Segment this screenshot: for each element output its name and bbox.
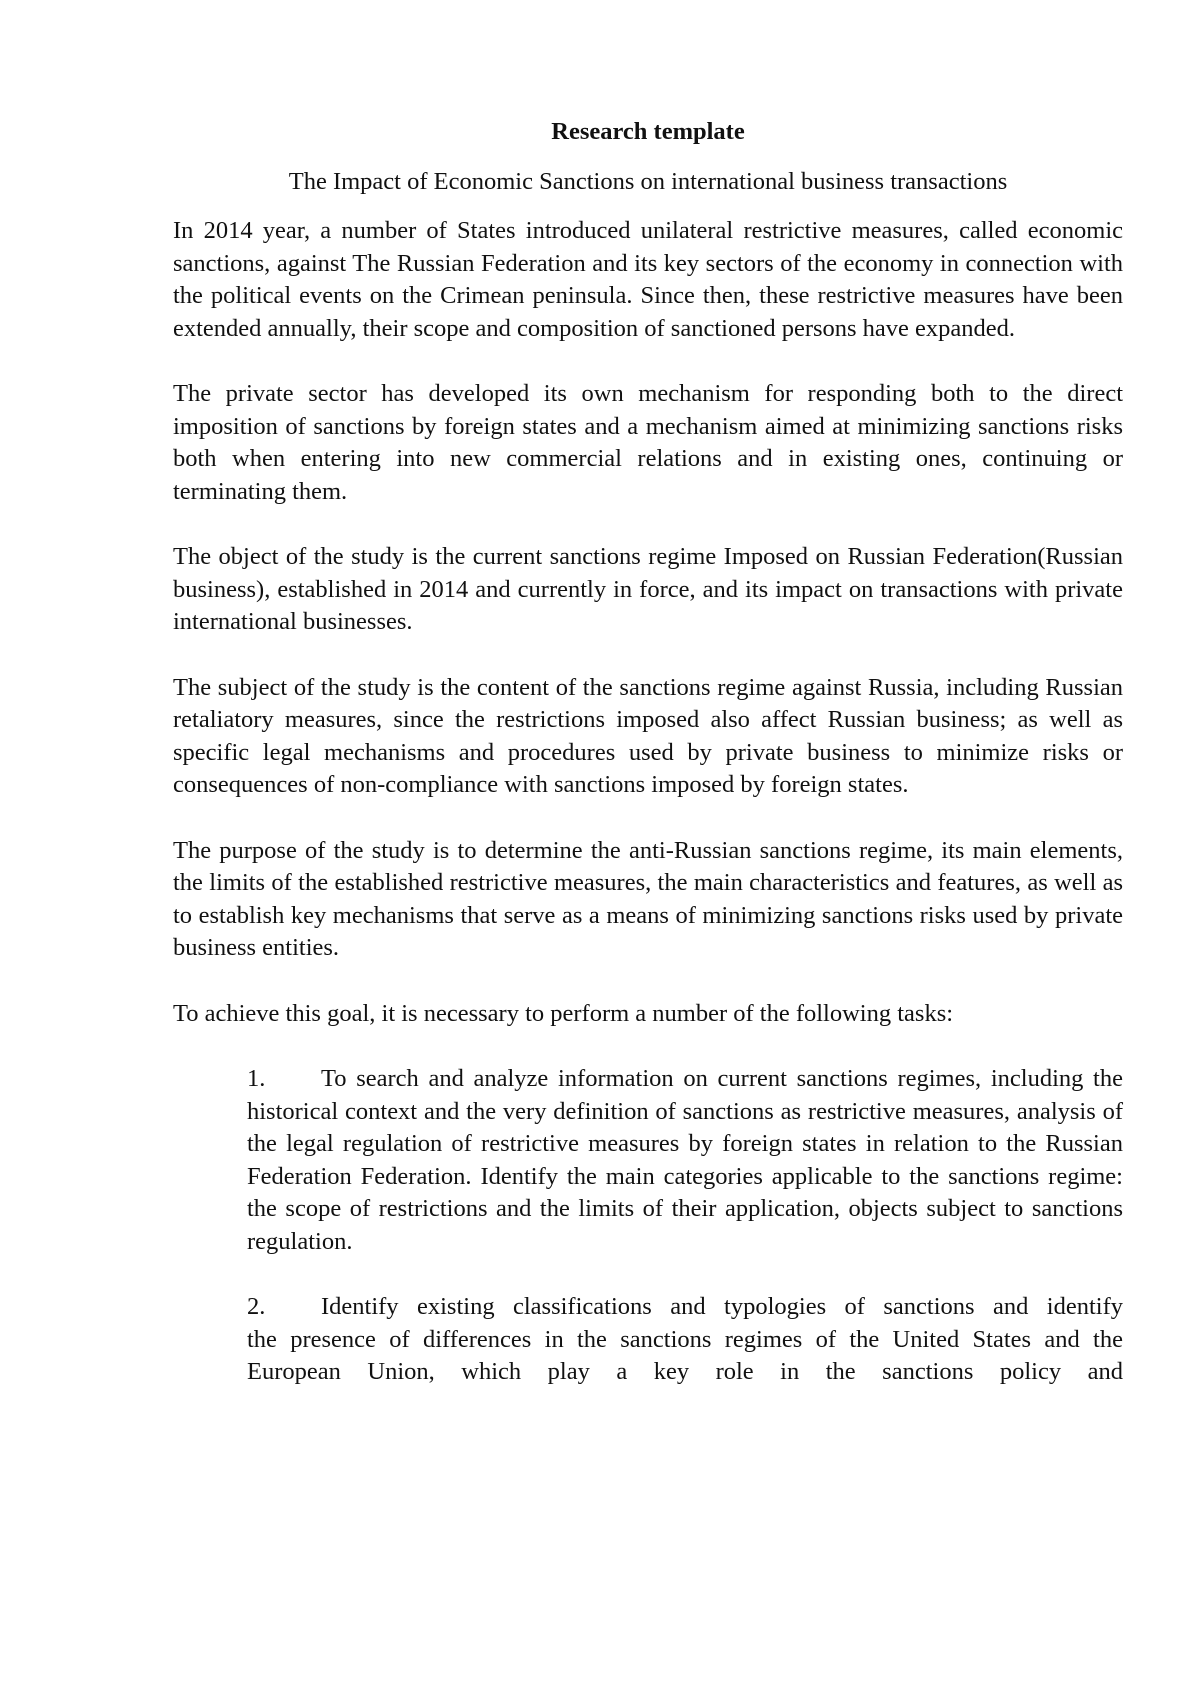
task-item-1 [247,1063,1123,1258]
paragraph-private-sector: The private sector has developed its own mechanism for responding both to the direct imposition of sanctions by foreign states and a mechanism aimed at minimizing sanctions risks both when entering into new commercial relations and in existing ones, continuing or terminating them. [173,380,1123,505]
task-text: Identify existing classifications and typologies of sanctions and identify [321,1293,1123,1320]
task-number: 1. [247,1065,266,1092]
document-title: Research template [551,118,745,145]
task-text-continued: the presence of differences in the sanctions regimes of the United States and the European Union, which play a key role in the sanctions policy and [247,1325,1123,1385]
paragraph-object: The object of the study is the current sanctions regime Imposed on Russian Federation(Russian business), established in 2014 and currently in force, and its impact on transactions with private international businesses. [173,543,1123,635]
task-line-first [247,1291,1123,1324]
paragraph-background: In 2014 year, a number of States introduced unilateral restrictive measures, called economic sanctions, against The Russian Federation and its key sectors of the economy in connection with the political events on the Crimean peninsula. Since then, these restrictive measures have been extended annually, their scope and composition of sanctioned persons have expanded. [173,217,1123,342]
paragraph-purpose: The purpose of the study is to determine the anti-Russian sanctions regime, its main elements, the limits of the established restrictive measures, the main characteristics and features, as well as to establish key mechanisms that serve as a means of minimizing sanctions risks used by private business entities. [173,836,1123,961]
document-body [173,116,1123,1422]
document-subtitle: The Impact of Economic Sanctions on international business transactions [288,167,1008,195]
task-number: 2. [247,1293,266,1320]
task-text: To search and analyze information on current sanctions regimes, including the historical context and the very definition of sanctions as restrictive measures, analysis of the legal regulation of restrictive measures by foreign states in relation to the Russian Federation Federation. Identify the main categories applicable to the sanctions regime: the scope of restrictions and the limits of their application, objects subject to sanctions regulation. [247,1065,1123,1255]
tasks-intro: To achieve this goal, it is necessary to perform a number of the following tasks: [173,999,954,1027]
task-item-2 [247,1291,1123,1389]
task-list [173,1063,1123,1389]
paragraph-subject: The subject of the study is the content of the sanctions regime against Russia, including Russian retaliatory measures, since the restrictions imposed also affect Russian business; as well as specific legal mechanisms and procedures used by private business to minimize risks or consequences of non-compliance with sanctions imposed by foreign states. [173,673,1123,798]
